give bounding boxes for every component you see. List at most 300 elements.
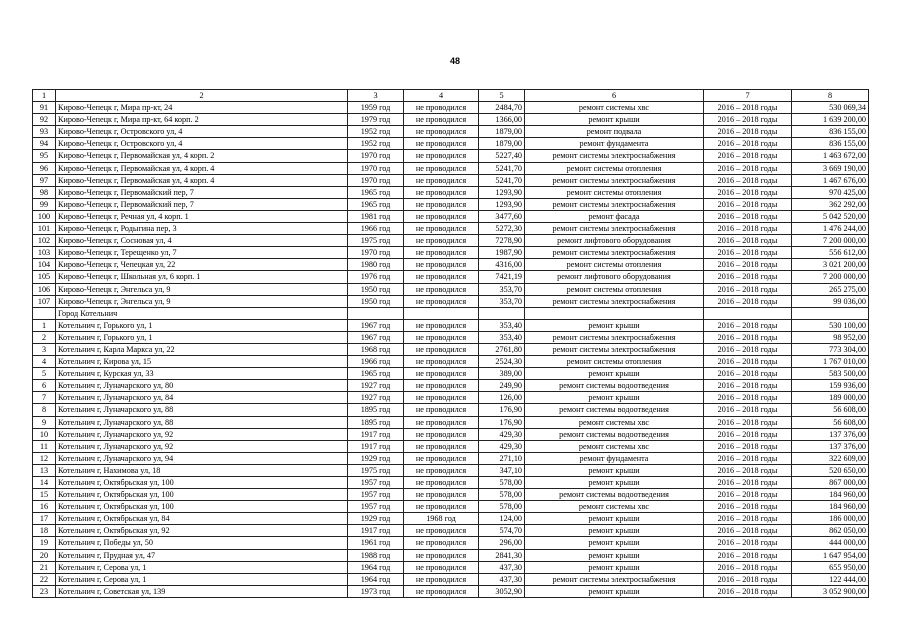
cost-cell: 836 155,00 (792, 138, 869, 150)
table-row (33, 525, 869, 537)
area-cell: 3477,60 (479, 210, 525, 222)
group-heading: Город Котельнич (56, 307, 348, 319)
work-type-cell: ремонт системы водоотведения (525, 404, 704, 416)
period-cell: 2016 – 2018 годы (704, 356, 792, 368)
row-number: 97 (33, 174, 56, 186)
cost-cell: 1 467 676,00 (792, 174, 869, 186)
row-number: 19 (33, 537, 56, 549)
commission-year-cell: 1917 год (348, 525, 404, 537)
area-cell: 7421,19 (479, 271, 525, 283)
address-cell: Котельнич г, Победы ул, 50 (56, 537, 348, 549)
area-cell: 353,40 (479, 331, 525, 343)
row-number: 11 (33, 440, 56, 452)
work-type-cell: ремонт фасада (525, 210, 704, 222)
table-row (33, 138, 869, 150)
period-cell: 2016 – 2018 годы (704, 223, 792, 235)
commission-year-cell: 1975 год (348, 464, 404, 476)
row-number: 95 (33, 150, 56, 162)
last-repair-cell: не проводился (404, 198, 479, 210)
table-row (33, 428, 869, 440)
work-type-cell: ремонт системы электроснабжения (525, 150, 704, 162)
period-cell: 2016 – 2018 годы (704, 549, 792, 561)
row-number: 106 (33, 283, 56, 295)
row-number: 20 (33, 549, 56, 561)
commission-year-cell (348, 307, 404, 319)
last-repair-cell: не проводился (404, 223, 479, 235)
cost-cell (792, 307, 869, 319)
commission-year-cell: 1957 год (348, 501, 404, 513)
last-repair-cell: не проводился (404, 356, 479, 368)
work-type-cell: ремонт системы отопления (525, 259, 704, 271)
period-cell: 2016 – 2018 годы (704, 368, 792, 380)
last-repair-cell: не проводился (404, 343, 479, 355)
last-repair-cell: не проводился (404, 489, 479, 501)
table-row (33, 235, 869, 247)
work-type-cell: ремонт крыши (525, 525, 704, 537)
last-repair-cell: не проводился (404, 235, 479, 247)
last-repair-cell: не проводился (404, 138, 479, 150)
row-number: 7 (33, 392, 56, 404)
period-cell: 2016 – 2018 годы (704, 513, 792, 525)
table-row (33, 368, 869, 380)
last-repair-cell: не проводился (404, 259, 479, 271)
period-cell: 2016 – 2018 годы (704, 464, 792, 476)
row-number: 2 (33, 331, 56, 343)
area-cell: 429,30 (479, 440, 525, 452)
last-repair-cell: не проводился (404, 114, 479, 126)
table-row (33, 501, 869, 513)
commission-year-cell: 1970 год (348, 150, 404, 162)
last-repair-cell: не проводился (404, 537, 479, 549)
period-cell: 2016 – 2018 годы (704, 174, 792, 186)
commission-year-cell: 1970 год (348, 174, 404, 186)
address-cell: Кирово-Чепецк г, Сосновая ул, 4 (56, 235, 348, 247)
row-number: 9 (33, 416, 56, 428)
work-type-cell: ремонт системы отопления (525, 186, 704, 198)
commission-year-cell: 1917 год (348, 440, 404, 452)
row-number: 13 (33, 464, 56, 476)
area-cell: 437,30 (479, 573, 525, 585)
cost-cell: 867 000,00 (792, 477, 869, 489)
row-number: 98 (33, 186, 56, 198)
address-cell: Котельнич г, Горького ул, 1 (56, 319, 348, 331)
address-cell: Котельнич г, Советская ул, 139 (56, 585, 348, 597)
row-number: 107 (33, 295, 56, 307)
period-cell: 2016 – 2018 годы (704, 283, 792, 295)
last-repair-cell: не проводился (404, 477, 479, 489)
row-number: 14 (33, 477, 56, 489)
address-cell: Кирово-Чепецк г, Островского ул, 4 (56, 126, 348, 138)
cost-cell: 3 052 900,00 (792, 585, 869, 597)
cost-cell: 3 021 200,00 (792, 259, 869, 271)
page-number: 48 (449, 56, 460, 66)
table-row (33, 380, 869, 392)
address-cell: Кирово-Чепецк г, Родыгина пер, 3 (56, 223, 348, 235)
period-cell: 2016 – 2018 годы (704, 138, 792, 150)
address-cell: Котельнич г, Серова ул, 1 (56, 561, 348, 573)
address-cell: Котельнич г, Луначарского ул, 88 (56, 404, 348, 416)
area-cell: 4316,00 (479, 259, 525, 271)
row-number: 96 (33, 162, 56, 174)
area-cell: 3052,90 (479, 585, 525, 597)
table-row (33, 174, 869, 186)
last-repair-cell: не проводился (404, 585, 479, 597)
last-repair-cell: не проводился (404, 573, 479, 585)
last-repair-cell: не проводился (404, 392, 479, 404)
last-repair-cell: не проводился (404, 210, 479, 222)
cost-cell: 56 608,00 (792, 404, 869, 416)
table-row (33, 585, 869, 597)
table-row (33, 561, 869, 573)
table-row (33, 319, 869, 331)
work-type-cell: ремонт системы водоотведения (525, 489, 704, 501)
cost-cell: 530 100,00 (792, 319, 869, 331)
row-number: 3 (33, 343, 56, 355)
last-repair-cell: не проводился (404, 428, 479, 440)
commission-year-cell: 1967 год (348, 331, 404, 343)
area-cell: 578,00 (479, 477, 525, 489)
work-type-cell (525, 307, 704, 319)
column-header: 4 (404, 90, 479, 102)
table-row (33, 477, 869, 489)
area-cell: 5272,30 (479, 223, 525, 235)
address-cell: Котельнич г, Луначарского ул, 88 (56, 416, 348, 428)
row-number: 104 (33, 259, 56, 271)
area-cell: 1293,90 (479, 198, 525, 210)
last-repair-cell: не проводился (404, 549, 479, 561)
period-cell: 2016 – 2018 годы (704, 404, 792, 416)
last-repair-cell: не проводился (404, 452, 479, 464)
commission-year-cell: 1970 год (348, 247, 404, 259)
row-number: 91 (33, 102, 56, 114)
area-cell: 249,90 (479, 380, 525, 392)
cost-cell: 265 275,00 (792, 283, 869, 295)
area-cell: 353,40 (479, 319, 525, 331)
address-cell: Кирово-Чепецк г, Терещенко ул, 7 (56, 247, 348, 259)
cost-cell: 184 960,00 (792, 489, 869, 501)
last-repair-cell: не проводился (404, 283, 479, 295)
period-cell: 2016 – 2018 годы (704, 573, 792, 585)
period-cell: 2016 – 2018 годы (704, 561, 792, 573)
commission-year-cell: 1957 год (348, 477, 404, 489)
commission-year-cell: 1895 год (348, 404, 404, 416)
work-type-cell: ремонт системы электроснабжения (525, 573, 704, 585)
commission-year-cell: 1970 год (348, 162, 404, 174)
period-cell: 2016 – 2018 годы (704, 235, 792, 247)
work-type-cell: ремонт крыши (525, 477, 704, 489)
address-cell: Котельнич г, Луначарского ул, 92 (56, 428, 348, 440)
cost-cell: 1 639 200,00 (792, 114, 869, 126)
period-cell: 2016 – 2018 годы (704, 295, 792, 307)
area-cell: 389,00 (479, 368, 525, 380)
row-number: 92 (33, 114, 56, 126)
last-repair-cell: не проводился (404, 174, 479, 186)
address-cell: Котельнич г, Нахимова ул, 18 (56, 464, 348, 476)
area-cell: 124,00 (479, 513, 525, 525)
column-number-row (33, 90, 869, 102)
work-type-cell: ремонт крыши (525, 392, 704, 404)
work-type-cell: ремонт системы отопления (525, 356, 704, 368)
table-row (33, 247, 869, 259)
work-type-cell: ремонт системы электроснабжения (525, 223, 704, 235)
cost-cell: 1 463 672,00 (792, 150, 869, 162)
commission-year-cell: 1975 год (348, 235, 404, 247)
period-cell: 2016 – 2018 годы (704, 271, 792, 283)
row-number: 1 (33, 319, 56, 331)
work-type-cell: ремонт крыши (525, 464, 704, 476)
area-cell: 1366,00 (479, 114, 525, 126)
work-type-cell: ремонт крыши (525, 549, 704, 561)
address-cell: Кирово-Чепецк г, Островского ул, 4 (56, 138, 348, 150)
area-cell: 578,00 (479, 489, 525, 501)
table-row (33, 416, 869, 428)
column-header: 7 (704, 90, 792, 102)
work-type-cell: ремонт системы электроснабжения (525, 331, 704, 343)
last-repair-cell (404, 307, 479, 319)
area-cell (479, 307, 525, 319)
cost-cell: 137 376,00 (792, 440, 869, 452)
work-type-cell: ремонт крыши (525, 561, 704, 573)
area-cell: 578,00 (479, 501, 525, 513)
cost-cell: 56 608,00 (792, 416, 869, 428)
period-cell: 2016 – 2018 годы (704, 537, 792, 549)
address-cell: Котельнич г, Серова ул, 1 (56, 573, 348, 585)
address-cell: Котельнич г, Октябрьская ул, 100 (56, 477, 348, 489)
commission-year-cell: 1917 год (348, 428, 404, 440)
column-header: 8 (792, 90, 869, 102)
cost-cell: 3 669 190,00 (792, 162, 869, 174)
commission-year-cell: 1981 год (348, 210, 404, 222)
area-cell: 2841,30 (479, 549, 525, 561)
period-cell: 2016 – 2018 годы (704, 525, 792, 537)
address-cell: Кирово-Чепецк г, Школьная ул, 6 корп. 1 (56, 271, 348, 283)
row-number: 99 (33, 198, 56, 210)
area-cell: 7278,90 (479, 235, 525, 247)
area-cell: 2524,30 (479, 356, 525, 368)
address-cell: Котельнич г, Карла Маркса ул, 22 (56, 343, 348, 355)
table-row (33, 549, 869, 561)
table-row (33, 259, 869, 271)
address-cell: Котельнич г, Горького ул, 1 (56, 331, 348, 343)
cost-cell: 773 304,00 (792, 343, 869, 355)
last-repair-cell: не проводился (404, 501, 479, 513)
commission-year-cell: 1959 год (348, 102, 404, 114)
area-cell: 176,90 (479, 404, 525, 416)
work-type-cell: ремонт системы электроснабжения (525, 343, 704, 355)
address-cell: Котельнич г, Луначарского ул, 92 (56, 440, 348, 452)
cost-cell: 970 425,00 (792, 186, 869, 198)
address-cell: Котельнич г, Луначарского ул, 80 (56, 380, 348, 392)
period-cell: 2016 – 2018 годы (704, 585, 792, 597)
row-number: 15 (33, 489, 56, 501)
last-repair-cell: 1968 год (404, 513, 479, 525)
period-cell: 2016 – 2018 годы (704, 162, 792, 174)
column-header: 1 (33, 90, 56, 102)
area-cell: 353,70 (479, 283, 525, 295)
commission-year-cell: 1973 год (348, 585, 404, 597)
cost-cell: 655 950,00 (792, 561, 869, 573)
row-number: 8 (33, 404, 56, 416)
period-cell: 2016 – 2018 годы (704, 489, 792, 501)
work-type-cell: ремонт крыши (525, 368, 704, 380)
period-cell: 2016 – 2018 годы (704, 247, 792, 259)
work-type-cell: ремонт фундамента (525, 452, 704, 464)
commission-year-cell: 1980 год (348, 259, 404, 271)
cost-cell: 1 647 954,00 (792, 549, 869, 561)
area-cell: 271,10 (479, 452, 525, 464)
area-cell: 5241,70 (479, 162, 525, 174)
commission-year-cell: 1952 год (348, 138, 404, 150)
row-number: 6 (33, 380, 56, 392)
row-number: 93 (33, 126, 56, 138)
table-row (33, 283, 869, 295)
address-cell: Кирово-Чепецк г, Энгельса ул, 9 (56, 283, 348, 295)
commission-year-cell: 1952 год (348, 126, 404, 138)
area-cell: 437,30 (479, 561, 525, 573)
commission-year-cell: 1965 год (348, 198, 404, 210)
cost-cell: 1 476 244,00 (792, 223, 869, 235)
last-repair-cell: не проводился (404, 319, 479, 331)
area-cell: 347,10 (479, 464, 525, 476)
column-header: 6 (525, 90, 704, 102)
repair-registry-table (32, 89, 869, 598)
table-row (33, 356, 869, 368)
work-type-cell: ремонт крыши (525, 513, 704, 525)
address-cell: Кирово-Чепецк г, Мира пр-кт, 24 (56, 102, 348, 114)
commission-year-cell: 1964 год (348, 561, 404, 573)
cost-cell: 862 050,00 (792, 525, 869, 537)
work-type-cell: ремонт подвала (525, 126, 704, 138)
commission-year-cell: 1929 год (348, 452, 404, 464)
table-row (33, 162, 869, 174)
commission-year-cell: 1966 год (348, 356, 404, 368)
table-row (33, 210, 869, 222)
work-type-cell: ремонт фундамента (525, 138, 704, 150)
last-repair-cell: не проводился (404, 416, 479, 428)
area-cell: 1293,90 (479, 186, 525, 198)
area-cell: 574,70 (479, 525, 525, 537)
cost-cell: 1 767 010,00 (792, 356, 869, 368)
cost-cell: 186 000,00 (792, 513, 869, 525)
cost-cell: 362 292,00 (792, 198, 869, 210)
address-cell: Котельнич г, Луначарского ул, 94 (56, 452, 348, 464)
area-cell: 126,00 (479, 392, 525, 404)
area-cell: 5227,40 (479, 150, 525, 162)
address-cell: Котельнич г, Октябрьская ул, 84 (56, 513, 348, 525)
address-cell: Кирово-Чепецк г, Первомайская ул, 4 корп. 2 (56, 150, 348, 162)
row-number: 12 (33, 452, 56, 464)
table-row (33, 198, 869, 210)
address-cell: Котельнич г, Луначарского ул, 84 (56, 392, 348, 404)
cost-cell: 7 200 000,00 (792, 271, 869, 283)
period-cell: 2016 – 2018 годы (704, 319, 792, 331)
period-cell: 2016 – 2018 годы (704, 452, 792, 464)
commission-year-cell: 1895 год (348, 416, 404, 428)
address-cell: Кирово-Чепецк г, Первомайская ул, 4 корп. 4 (56, 162, 348, 174)
work-type-cell: ремонт системы отопления (525, 162, 704, 174)
table-row (33, 489, 869, 501)
table-row (33, 114, 869, 126)
period-cell: 2016 – 2018 годы (704, 259, 792, 271)
commission-year-cell: 1979 год (348, 114, 404, 126)
row-number: 105 (33, 271, 56, 283)
address-cell: Кирово-Чепецк г, Речная ул, 4 корп. 1 (56, 210, 348, 222)
cost-cell: 122 444,00 (792, 573, 869, 585)
address-cell: Котельнич г, Октябрьская ул, 100 (56, 489, 348, 501)
period-cell: 2016 – 2018 годы (704, 392, 792, 404)
area-cell: 429,30 (479, 428, 525, 440)
last-repair-cell: не проводился (404, 295, 479, 307)
table-row (33, 186, 869, 198)
commission-year-cell: 1988 год (348, 549, 404, 561)
area-cell: 5241,70 (479, 174, 525, 186)
row-number: 102 (33, 235, 56, 247)
row-number (33, 307, 56, 319)
commission-year-cell: 1966 год (348, 223, 404, 235)
address-cell: Кирово-Чепецк г, Энгельса ул, 9 (56, 295, 348, 307)
table-row (33, 126, 869, 138)
last-repair-cell: не проводился (404, 126, 479, 138)
row-number: 21 (33, 561, 56, 573)
cost-cell: 189 000,00 (792, 392, 869, 404)
last-repair-cell: не проводился (404, 271, 479, 283)
work-type-cell: ремонт крыши (525, 537, 704, 549)
cost-cell: 444 000,00 (792, 537, 869, 549)
work-type-cell: ремонт системы отопления (525, 283, 704, 295)
commission-year-cell: 1950 год (348, 295, 404, 307)
table-row (33, 223, 869, 235)
period-cell: 2016 – 2018 годы (704, 331, 792, 343)
row-number: 18 (33, 525, 56, 537)
row-number: 101 (33, 223, 56, 235)
cost-cell: 184 960,00 (792, 501, 869, 513)
work-type-cell: ремонт системы хвс (525, 440, 704, 452)
address-cell: Котельнич г, Курская ул, 33 (56, 368, 348, 380)
table-row (33, 452, 869, 464)
period-cell: 2016 – 2018 годы (704, 428, 792, 440)
period-cell: 2016 – 2018 годы (704, 114, 792, 126)
last-repair-cell: не проводился (404, 440, 479, 452)
work-type-cell: ремонт лифтового оборудования (525, 271, 704, 283)
commission-year-cell: 1927 год (348, 380, 404, 392)
address-cell: Котельнич г, Прудная ул, 47 (56, 549, 348, 561)
cost-cell: 98 952,00 (792, 331, 869, 343)
row-number: 94 (33, 138, 56, 150)
period-cell: 2016 – 2018 годы (704, 380, 792, 392)
area-cell: 2484,70 (479, 102, 525, 114)
period-cell: 2016 – 2018 годы (704, 477, 792, 489)
period-cell: 2016 – 2018 годы (704, 198, 792, 210)
table-row (33, 513, 869, 525)
cost-cell: 5 042 520,00 (792, 210, 869, 222)
table-row (33, 404, 869, 416)
period-cell: 2016 – 2018 годы (704, 501, 792, 513)
period-cell: 2016 – 2018 годы (704, 150, 792, 162)
period-cell: 2016 – 2018 годы (704, 343, 792, 355)
table-row (33, 295, 869, 307)
row-number: 22 (33, 573, 56, 585)
work-type-cell: ремонт системы хвс (525, 501, 704, 513)
row-number: 16 (33, 501, 56, 513)
area-cell: 1987,90 (479, 247, 525, 259)
column-header: 3 (348, 90, 404, 102)
table-row (33, 343, 869, 355)
address-cell: Кирово-Чепецк г, Мира пр-кт, 64 корп. 2 (56, 114, 348, 126)
last-repair-cell: не проводился (404, 368, 479, 380)
work-type-cell: ремонт системы электроснабжения (525, 295, 704, 307)
commission-year-cell: 1929 год (348, 513, 404, 525)
cost-cell: 556 612,00 (792, 247, 869, 259)
